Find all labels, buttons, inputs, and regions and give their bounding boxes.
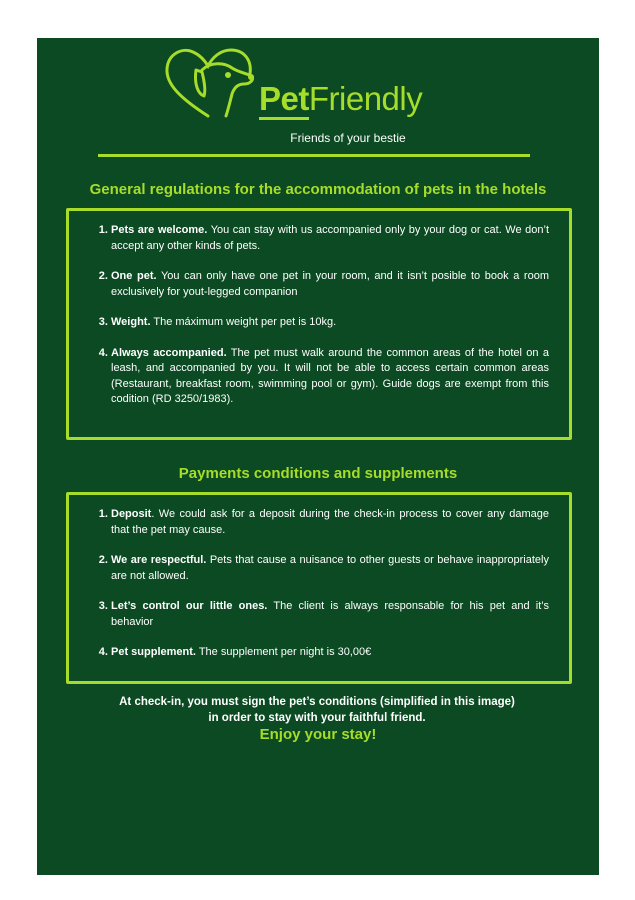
item-text: You can stay with us accompanied only by your dog or cat. We don’t accept any other kinds of pets.	[111, 224, 549, 252]
pet-policy-poster	[37, 38, 599, 875]
checkin-note: At check-in, you must sign the pet’s conditions (simplified in this image) in order to stay with your faithful friend.	[119, 696, 515, 724]
payments-title: Payments conditions and supplements	[178, 465, 458, 482]
item-lead: Pets are welcome.	[111, 224, 208, 236]
list-item	[111, 269, 549, 300]
payments-box	[66, 492, 572, 684]
regulations-title: General regulations for the accommodation of pets in the hotels	[89, 181, 547, 198]
regulations-list	[69, 211, 569, 408]
item-text: . We could ask for a deposit during the check-in process to cover any damage that the pet may cause.	[111, 508, 549, 536]
item-text: The supplement per night is 30,00€	[195, 646, 372, 658]
list-item	[111, 507, 549, 538]
brand-logo-text	[259, 82, 422, 115]
item-text: The máximum weight per pet is 10kg.	[150, 316, 337, 328]
list-item	[111, 645, 549, 661]
list-item	[111, 599, 549, 630]
list-item	[111, 223, 549, 254]
enjoy-message: Enjoy your stay!	[259, 726, 377, 743]
item-text: The client is always responsable for his pet and it’s behavior	[111, 600, 549, 628]
item-text: You can only have one pet in your room, and it isn’t posible to book a room exclusively for yout-legged companion	[111, 270, 549, 298]
item-lead: We are respectful.	[111, 554, 207, 566]
item-lead: Pet supplement.	[111, 646, 196, 658]
payments-list	[69, 495, 569, 661]
list-item	[111, 553, 549, 584]
list-item	[111, 346, 549, 408]
item-lead: One pet.	[111, 270, 157, 282]
brand-tagline: Friends of your bestie	[290, 131, 406, 145]
list-item	[111, 315, 549, 331]
item-lead: Deposit	[111, 508, 152, 520]
item-lead: Weight.	[111, 316, 151, 328]
header-divider	[98, 154, 530, 157]
item-lead: Always accompanied.	[111, 346, 227, 359]
item-lead: Let’s control our little ones.	[111, 600, 268, 612]
brand-name-friendly: Friendly	[308, 80, 423, 117]
item-text: The pet must walk around the common areas of the hotel on a leash, and accompanied by you. It will not be able to access certain common areas (Restaurant, breakfast room, swimming pool or gym). Guide dogs are exempt from this codition (RD 3250/1983).	[111, 346, 549, 405]
heart-dog-icon	[162, 44, 262, 126]
item-text: Pets that cause a nuisance to other guests or behave inappropriately are not allowed.	[111, 554, 549, 582]
regulations-box	[66, 208, 572, 440]
brand-name-pet: Pet	[259, 80, 309, 120]
